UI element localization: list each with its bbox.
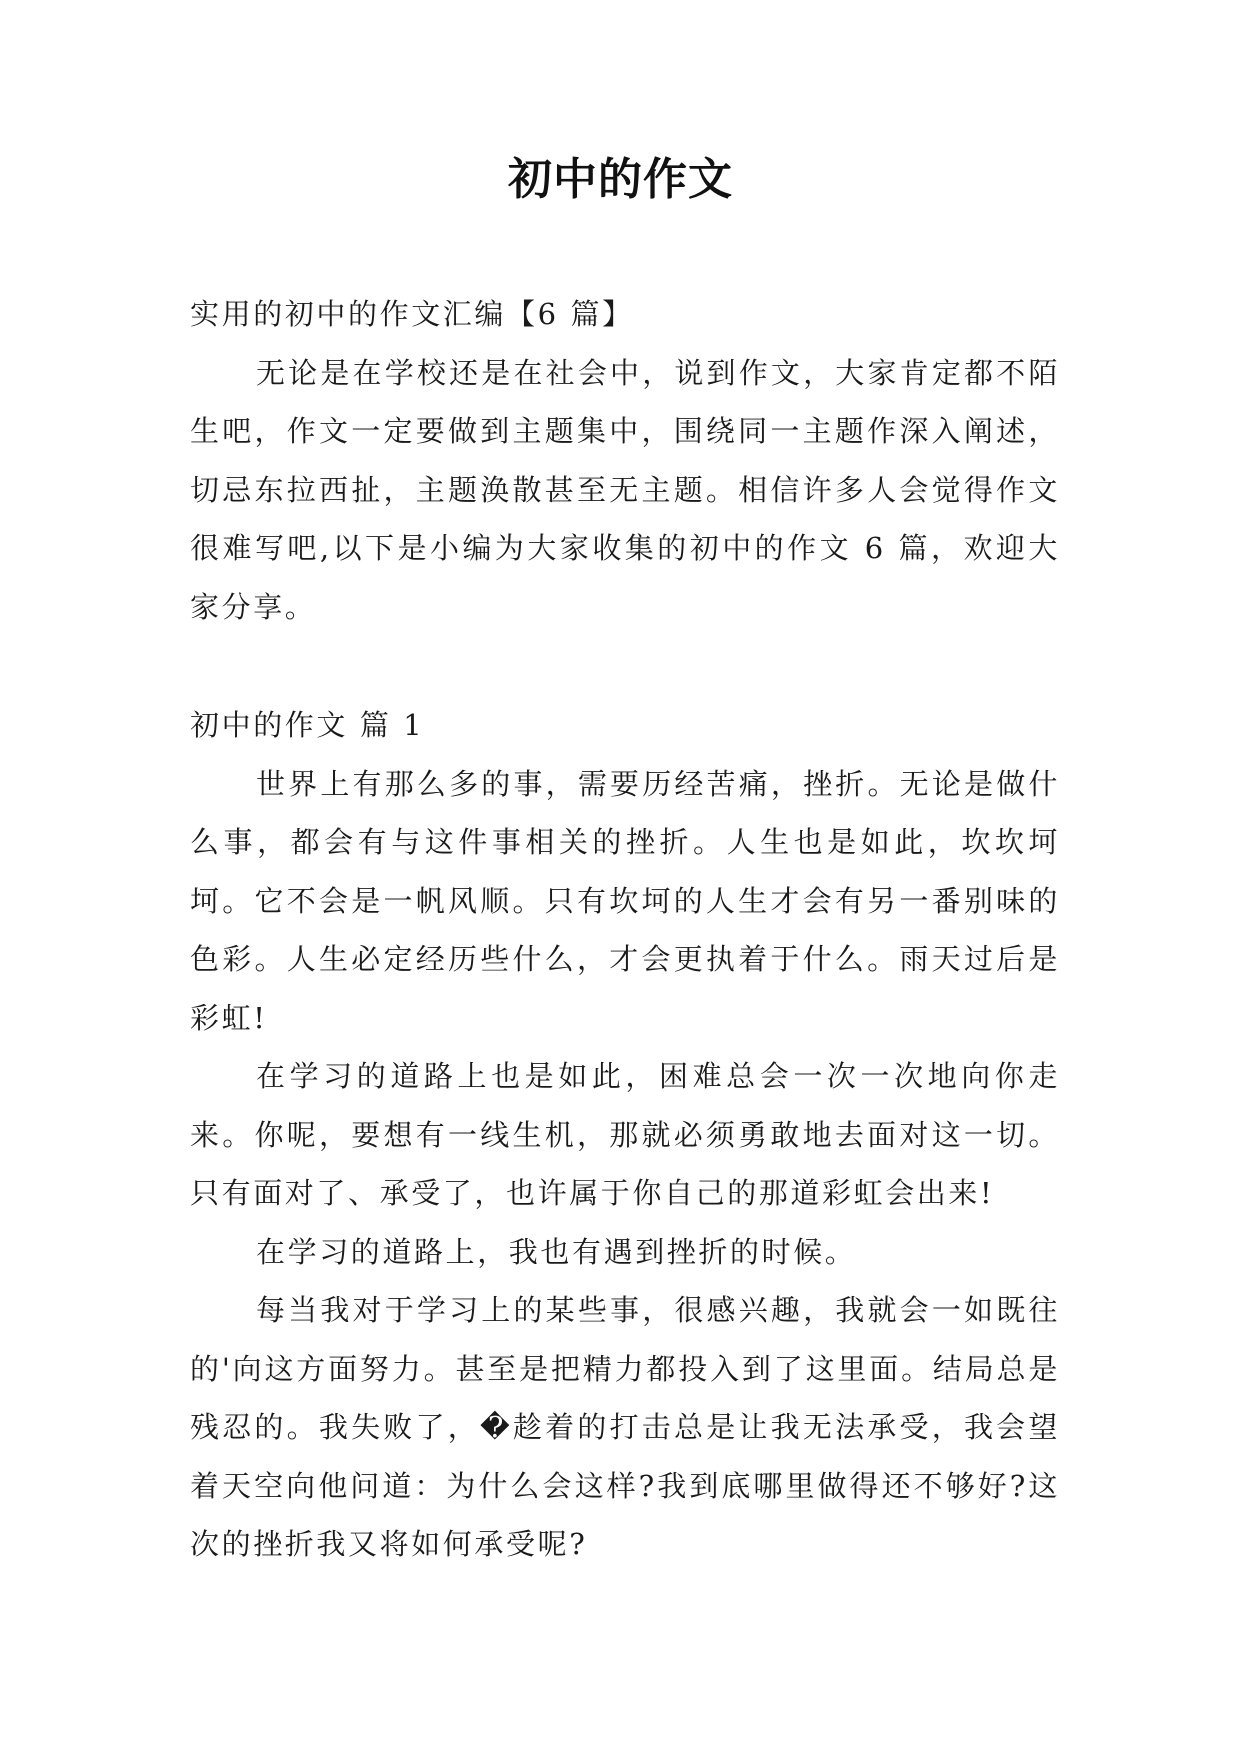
- essay-heading: 初中的作文 篇 1: [190, 708, 425, 742]
- document-title: 初中的作文: [508, 154, 733, 205]
- essay-paragraph: 在学习的道路上，我也有遇到挫折的时候。: [256, 1234, 857, 1269]
- collection-heading: 实用的初中的作文汇编【6 篇】: [190, 297, 634, 331]
- document-body: [190, 285, 1060, 1574]
- intro-paragraph: 无论是在学校还是在社会中，说到作文，大家肯定都不陌生吧，作文一定要做到主题集中，围绕同一主题作深入阐述，切忌东拉西扯，主题涣散甚至无主题。相信许多人会觉得作文很难写吧,以下是小编为大家收集的初中的作文 6 篇，欢迎大家分享。: [190, 355, 1060, 624]
- essay-paragraph: 每当我对于学习上的某些事，很感兴趣，我就会一如既往的'向这方面努力。甚至是把精力都投入到了这里面。结局总是残忍的。我失败了，�趁着的打击总是让我无法承受，我会望着天空向他问道：为什么会这样?我到底哪里做得还不够好?这次的挫折我又将如何承受呢?: [190, 1293, 1060, 1561]
- essay-paragraph: 在学习的道路上也是如此，困难总会一次一次地向你走来。你呢，要想有一线生机，那就必须勇敢地去面对这一切。只有面对了、承受了，也许属于你自己的那道彩虹会出来!: [190, 1059, 1060, 1210]
- essay-paragraph: 世界上有那么多的事，需要历经苦痛，挫折。无论是做什么事，都会有与这件事相关的挫折。人生也是如此，坎坎坷坷。它不会是一帆风顺。只有坎坷的人生才会有另一番别味的色彩。人生必定经历些什么，才会更执着于什么。雨天过后是彩虹!: [190, 766, 1060, 1035]
- section-spacer: [190, 636, 1060, 696]
